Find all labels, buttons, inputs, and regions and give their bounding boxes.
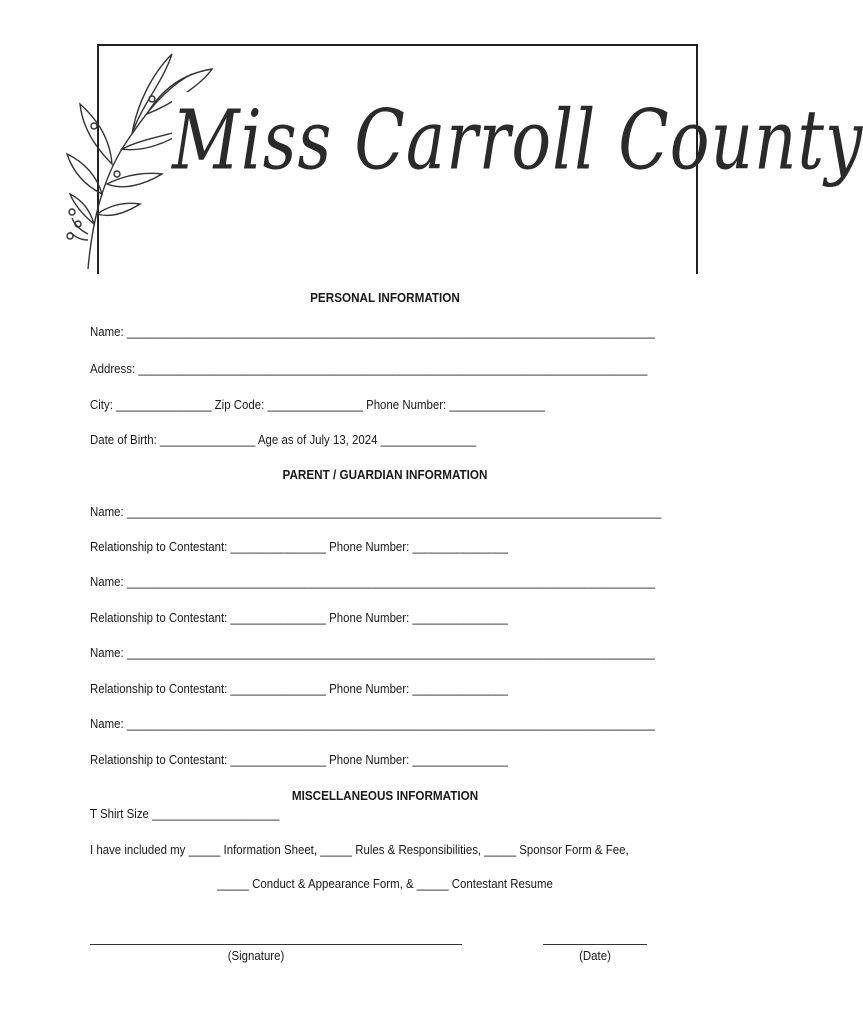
logo-title: Miss Carroll County	[172, 92, 682, 280]
tshirt-size-field[interactable]: T Shirt Size ____________________	[90, 806, 280, 821]
personal-dob-age-field[interactable]: Date of Birth: _______________ Age as of July 13, 2024 _______________	[90, 432, 477, 447]
guardian-relation-phone-field[interactable]: Relationship to Contestant: _______________ Phone Number: _______________	[90, 539, 508, 554]
guardian-name-field[interactable]: Name: ___________________________________________________________________________________	[90, 645, 655, 660]
personal-name-field[interactable]: Name: ___________________________________________________________________________________	[90, 324, 655, 339]
guardian-relation-phone-field[interactable]: Relationship to Contestant: _______________ Phone Number: _______________	[90, 681, 508, 696]
personal-address-field[interactable]: Address: ________________________________________________________________________________	[90, 361, 648, 376]
personal-info-heading: PERSONAL INFORMATION	[310, 290, 460, 305]
date-line[interactable]	[543, 944, 647, 945]
guardian-name-field[interactable]: Name: ____________________________________________________________________________________	[90, 504, 662, 519]
guardian-name-field[interactable]: Name: ___________________________________________________________________________________	[90, 574, 655, 589]
personal-city-zip-phone-field[interactable]: City: _______________ Zip Code: _______________ Phone Number: _______________	[90, 397, 545, 412]
included-items-line-2[interactable]: _____ Conduct & Appearance Form, & _____ Contestant Resume	[217, 876, 553, 891]
signature-line[interactable]	[90, 944, 462, 945]
guardian-name-field[interactable]: Name: ___________________________________________________________________________________	[90, 716, 655, 731]
date-label: (Date)	[579, 948, 611, 963]
guardian-info-heading: PARENT / GUARDIAN INFORMATION	[282, 467, 488, 482]
signature-label: (Signature)	[227, 948, 285, 963]
guardian-relation-phone-field[interactable]: Relationship to Contestant: _______________ Phone Number: _______________	[90, 752, 508, 767]
misc-info-heading: MISCELLANEOUS INFORMATION	[291, 788, 479, 803]
included-items-line-1[interactable]: I have included my _____ Information Sheet, _____ Rules & Responsibilities, _____ Sponsor Form & Fee,	[90, 842, 629, 857]
guardian-relation-phone-field[interactable]: Relationship to Contestant: _______________ Phone Number: _______________	[90, 610, 508, 625]
